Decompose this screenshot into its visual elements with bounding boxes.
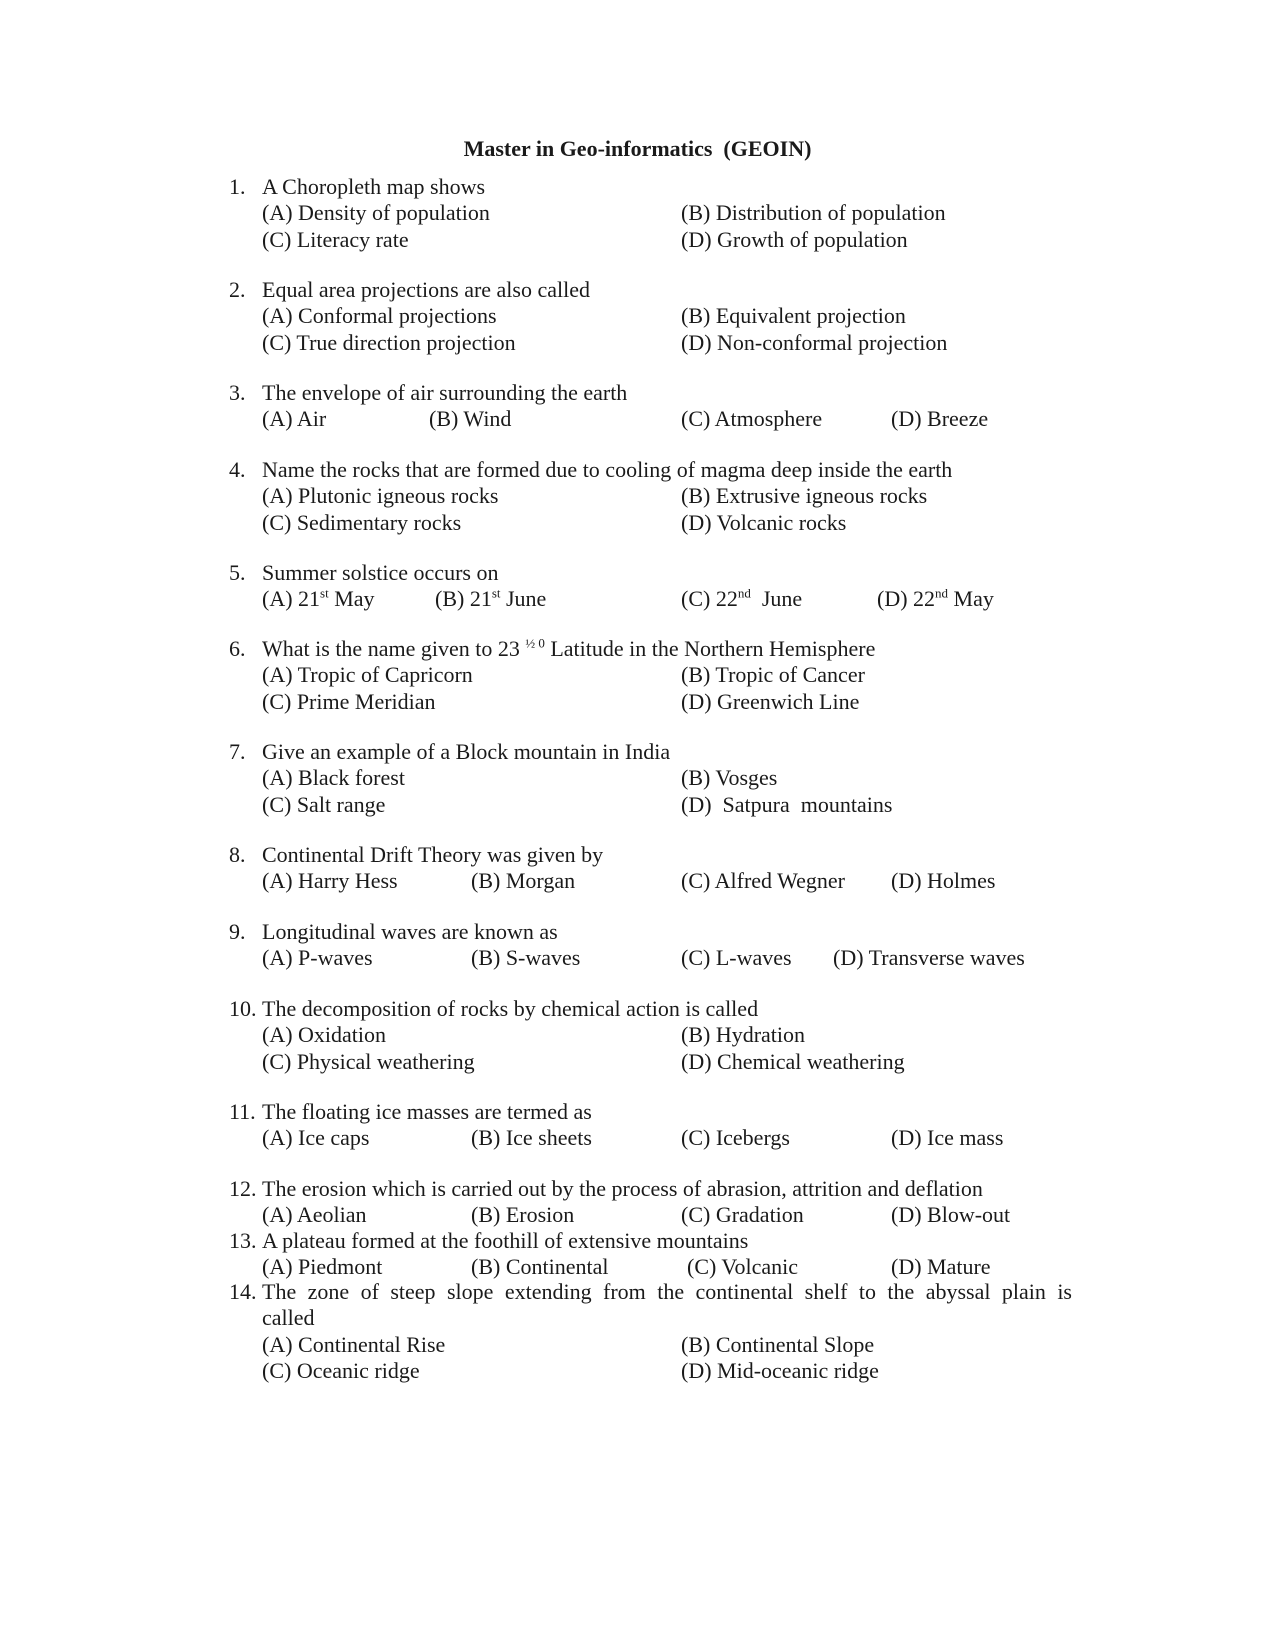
option-b: (B) Continental Slope [681,1331,875,1357]
option-b: (B) Wind [429,406,512,432]
option-c: (C) Sedimentary rocks [262,509,462,535]
option-d: (D) Volcanic rocks [681,509,847,535]
option-b: (B) Continental [471,1254,609,1280]
question-number: 13. [229,1228,257,1253]
option-d: (D) Ice mass [891,1125,1004,1151]
question-number: 11. [229,1099,256,1124]
option-c: (C) Icebergs [681,1125,790,1151]
option-c: (C) Salt range [262,791,386,817]
option-b: (B) Tropic of Cancer [681,662,865,688]
question-4 [0,457,1275,536]
option-c: (C) Alfred Wegner [681,868,845,894]
option-b: (B) Equivalent projection [681,303,906,329]
option-a: (A) Harry Hess [262,868,398,894]
question-stem: A Choropleth map shows [262,174,486,199]
question-8 [0,842,1275,895]
option-d: (D) Mid-oceanic ridge [681,1358,879,1384]
option-c: (C) Oceanic ridge [262,1358,420,1384]
question-14 [0,1279,1275,1385]
question-11 [0,1099,1275,1152]
option-d: (D) Holmes [891,868,996,894]
question-2 [0,277,1275,356]
option-c: (C) Literacy rate [262,226,409,252]
question-number: 10. [229,996,257,1021]
question-stem: Continental Drift Theory was given by [262,842,604,867]
question-13 [0,1228,1275,1281]
question-9 [0,919,1275,972]
option-a: (A) Tropic of Capricorn [262,662,473,688]
option-d: (D) Greenwich Line [681,688,860,714]
question-stem: The envelope of air surrounding the earth [262,380,628,405]
option-c: (C) L-waves [681,945,792,971]
option-c: (C) Gradation [681,1202,804,1228]
question-number: 9. [229,919,246,944]
option-b: (B) Extrusive igneous rocks [681,483,928,509]
question-stem: The decomposition of rocks by chemical action is called [262,996,759,1021]
option-b: (B) Hydration [681,1022,806,1048]
question-stem-continued: called [262,1305,315,1331]
option-a: (A) Ice caps [262,1125,370,1151]
question-number: 12. [229,1176,257,1201]
option-d: (D) Non-conformal projection [681,329,948,355]
option-a: (A) Plutonic igneous rocks [262,483,499,509]
question-stem: What is the name given to 23 $^{\frac{1}{2} 0}$ Latitude in the Northern Hemisphere [262,635,876,661]
option-a: (A) Aeolian [262,1202,367,1228]
option-d: (D) Breeze [891,406,989,432]
option-b: (B) Morgan [471,868,576,894]
question-stem: The zone of steep slope extending from the continental shelf to the abyssal plain is [262,1279,1072,1304]
option-c: (C) 22nd June [681,586,803,612]
question-stem: A plateau formed at the foothill of extensive mountains [262,1228,749,1253]
option-a: (A) Black forest [262,765,405,791]
question-3 [0,380,1275,433]
option-a: (A) Oxidation [262,1022,387,1048]
question-number: 2. [229,277,246,302]
option-a: (A) P-waves [262,945,373,971]
question-6 [0,636,1275,715]
option-d: (D) Growth of population [681,226,908,252]
question-stem: Summer solstice occurs on [262,560,499,585]
question-number: 8. [229,842,246,867]
question-number: 4. [229,457,246,482]
option-d: (D) Chemical weathering [681,1048,905,1074]
question-number: 1. [229,174,246,199]
option-c: (C) True direction projection [262,329,516,355]
option-c: (C) Prime Meridian [262,688,436,714]
question-number: 6. [229,636,246,661]
question-number: 5. [229,560,246,585]
option-b: (B) 21st June [435,586,547,612]
option-c: (C) Volcanic [687,1254,798,1280]
question-stem: Give an example of a Block mountain in India [262,739,671,764]
option-b: (B) Erosion [471,1202,575,1228]
page-title: Master in Geo-informatics (GEOIN) [463,136,812,161]
option-a: (A) Air [262,406,327,432]
option-d: (D) 22nd May [877,586,994,612]
question-stem: Name the rocks that are formed due to cooling of magma deep inside the earth [262,457,953,482]
option-a: (A) 21st May [262,586,375,612]
question-12 [0,1176,1275,1229]
option-b: (B) Vosges [681,765,778,791]
question-1 [0,174,1275,253]
question-number: 14. [229,1279,257,1304]
question-stem: Longitudinal waves are known as [262,919,558,944]
option-a: (A) Piedmont [262,1254,383,1280]
option-d: (D) Transverse waves [833,945,1025,971]
question-number: 7. [229,739,246,764]
question-10 [0,996,1275,1075]
option-b: (B) Distribution of population [681,200,946,226]
question-stem: Equal area projections are also called [262,277,591,302]
question-7 [0,739,1275,818]
option-c: (C) Atmosphere [681,406,823,432]
option-d: (D) Satpura mountains [681,791,893,817]
option-a: (A) Continental Rise [262,1331,446,1357]
option-a: (A) Density of population [262,200,490,226]
option-d: (D) Blow-out [891,1202,1011,1228]
option-c: (C) Physical weathering [262,1048,475,1074]
option-d: (D) Mature [891,1254,991,1280]
question-5 [0,560,1275,613]
question-number: 3. [229,380,246,405]
option-b: (B) Ice sheets [471,1125,592,1151]
option-b: (B) S-waves [471,945,581,971]
question-stem: The floating ice masses are termed as [262,1099,592,1124]
question-stem: The erosion which is carried out by the process of abrasion, attrition and deflation [262,1176,983,1201]
option-a: (A) Conformal projections [262,303,497,329]
